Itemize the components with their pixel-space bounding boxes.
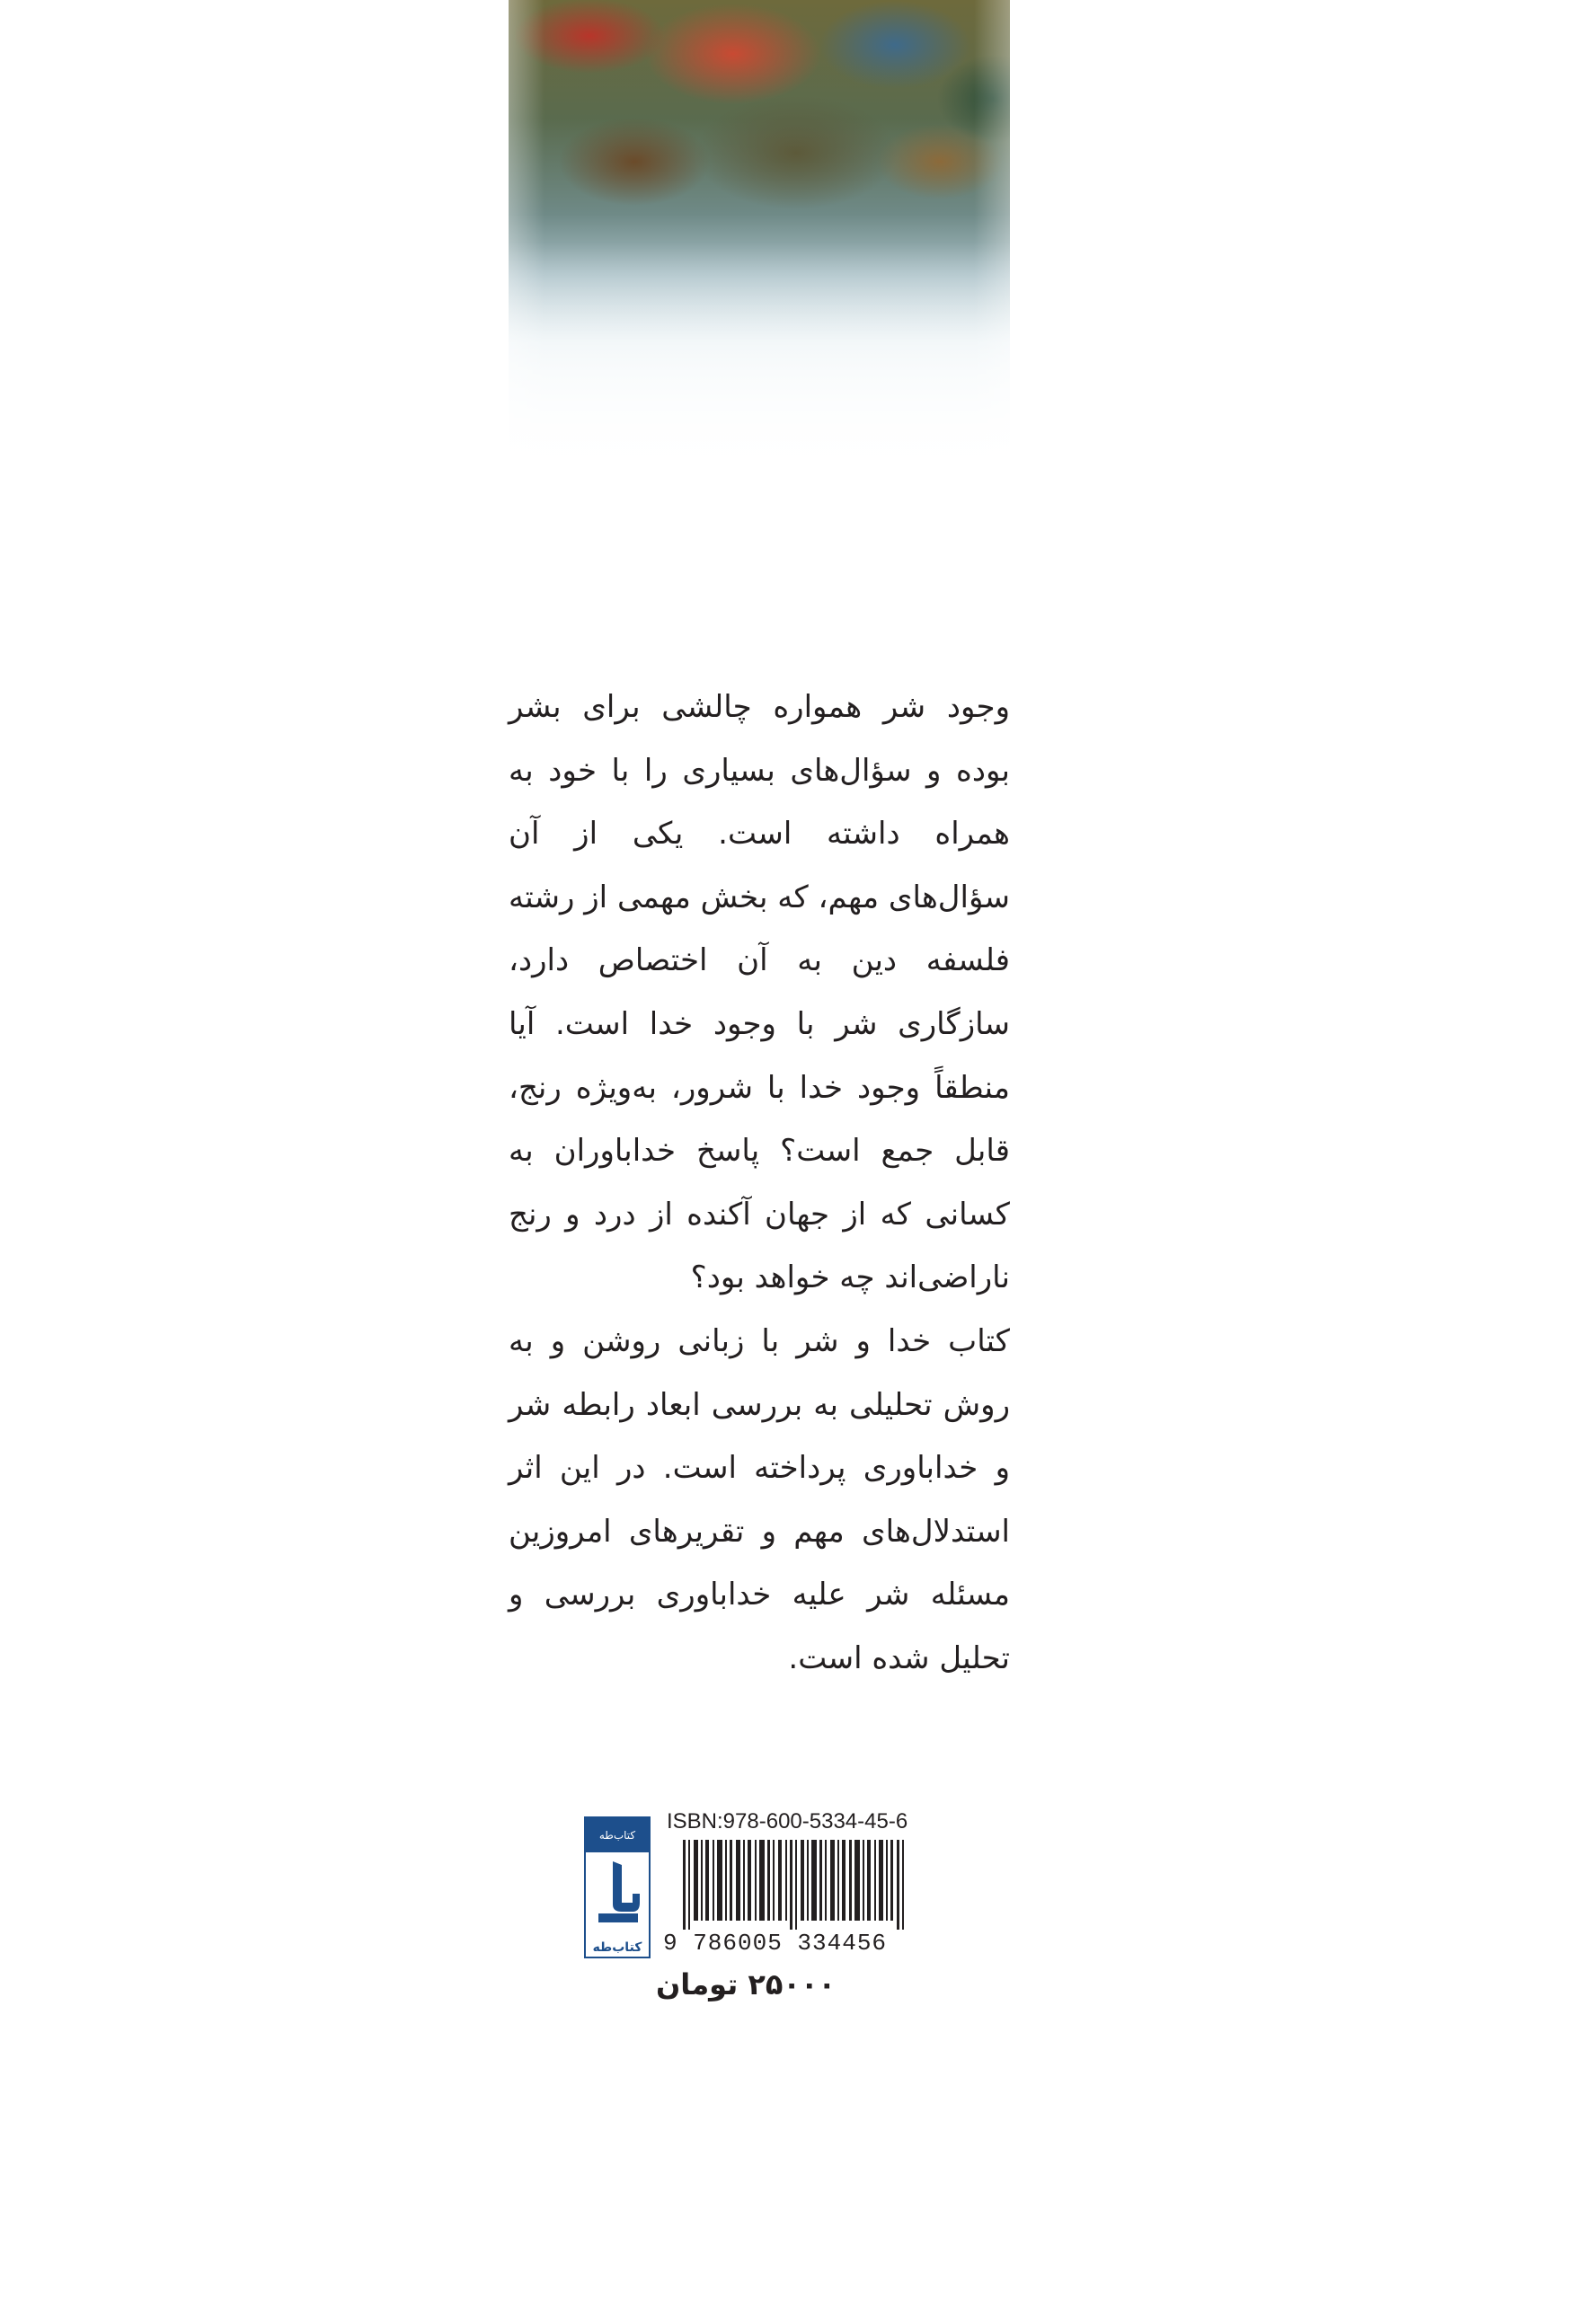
artwork-right-fade — [974, 0, 1010, 476]
publisher-logo — [584, 1816, 651, 1958]
blurb-paragraph-1: وجود شر همواره چالشی برای بشر بوده و سؤال‌های بسیاری را با خود به همراه داشته است. یکی از آن سؤال‌های مهم، که بخش مهمی از رشته فلسفه دین به آن اختصاص دارد، سازگاری شر با وجود خدا است. آیا منطقاً وجود خدا با شرور، به‌ویژه رنج، قابل جمع است؟ پاسخ خداباوران به کسانی که از جهان آکنده از درد و رنج ناراضی‌اند چه خواهد بود؟ — [509, 689, 1010, 1296]
blurb-paragraph-2: کتاب خدا و شر با زبانی روشن و به روش تحلیلی به بررسی ابعاد رابطه شر و خداباوری پرداخته است. در این اثر استدلال‌های مهم و تقریرهای امروزین مسئله شر علیه خداباوری بررسی و تحلیل شده است. — [509, 1322, 1010, 1676]
publisher-name: کتاب‌طه — [592, 1940, 642, 1955]
publisher-logo-top-label: کتاب‌طه — [586, 1818, 649, 1852]
barcode-digits: 9 786005 334456 — [663, 1930, 888, 1957]
isbn-label: ISBN:978-600-5334-45-6 — [667, 1809, 908, 1834]
taha-letter-icon — [593, 1858, 643, 1930]
barcode-icon — [665, 1840, 931, 1930]
price-label: ۲۵۰۰۰ تومان — [655, 1967, 836, 2001]
artwork-left-fade — [509, 0, 545, 476]
isbn-barcode-block — [663, 1809, 933, 1962]
cover-artwork-image — [509, 0, 1010, 476]
back-cover-blurb — [509, 676, 1010, 1691]
